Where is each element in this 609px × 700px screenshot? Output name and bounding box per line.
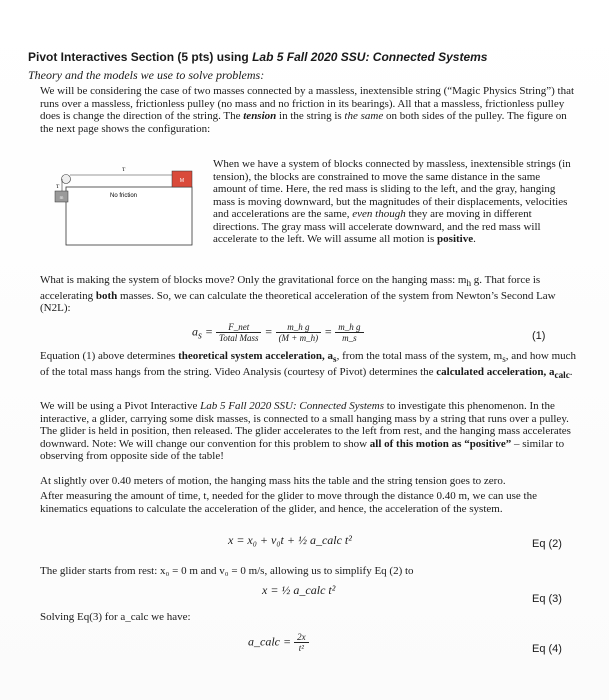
- intro-tension: tension: [243, 110, 277, 122]
- expl-text-d: , from the total mass of the system, m: [336, 350, 503, 362]
- eq4-number: Eq (4): [532, 643, 562, 655]
- expl-calculated: calculated acceleration, a: [436, 365, 555, 378]
- eq3-number: Eq (3): [532, 593, 562, 605]
- gravity-text-e: masses. So, we can calculate the theoretical acceleration of the system from Newton’s Second Law (N2L):: [40, 289, 556, 315]
- pivot-lab: Lab 5 Fall 2020 SSU: Connected Systems: [200, 400, 385, 412]
- pivot-text-a: We will be using a Pivot Interactive: [40, 400, 201, 412]
- expl-sub-s: s: [333, 354, 337, 365]
- section-heading: [28, 50, 487, 64]
- paragraph-constraint: [213, 158, 573, 246]
- gravity-text-c: g. That force is accelerating: [40, 274, 541, 302]
- section-title: Pivot Interactives Section (5 pts) using: [28, 50, 253, 64]
- eq1-f3-num: m_h g: [335, 322, 363, 333]
- paragraph-distance: At slightly over 0.40 meters of motion, the hanging mass hits the table and the string tension goes to zero.: [40, 475, 506, 487]
- intro-text-c: in the string is: [276, 110, 345, 122]
- equation-4: [248, 632, 309, 653]
- constraint-positive: positive: [437, 233, 474, 245]
- connected-blocks-diagram: [52, 163, 202, 258]
- eq1-f3-den: m_s: [342, 333, 357, 343]
- eq4-fraction: [294, 632, 309, 653]
- equation-2: x = x₀ + v₀t + ½ a_calc t²: [228, 533, 352, 547]
- intro-text-e: on both sides of the pulley. The figure on the next page shows the configuration:: [40, 110, 567, 135]
- pulley-icon: [62, 175, 71, 184]
- eq1-lhs: a: [192, 324, 198, 339]
- eq1-f1-num: F_net: [216, 322, 261, 333]
- paragraph-pivot: [40, 400, 580, 463]
- expl-sub-calc: calc: [554, 369, 570, 380]
- eq1-f2-den: (M + m_h): [278, 333, 319, 343]
- eq4-lhs: a_calc =: [248, 634, 292, 649]
- constraint-text-c: they are moving in different directions. The gray mass will accelerate downward, and the red mass will accelerate to the left. We will assume all motion is: [213, 208, 541, 245]
- eq1-fraction-3: [335, 322, 363, 343]
- pivot-text-c: to investigate this phenomenon. In the interactive, a glider, carrying some disk masses, is connected to a small hanging mass by a string that runs over a pulley. The glider is held in position, then released. The glider accelerates to the left from rest, and the hanging mass accelerates downward. Note: We will change our convention for this problem to show: [40, 400, 571, 450]
- paragraph-gravity: [40, 274, 580, 315]
- constraint-even-though: even though: [352, 208, 406, 220]
- paragraph-equation-explanation: [40, 350, 580, 381]
- eq2-number: Eq (2): [532, 538, 562, 550]
- no-friction-label: No friction: [110, 193, 138, 199]
- eq1-fraction-2: [276, 322, 322, 343]
- paragraph-kinematics: After measuring the amount of time, t, needed for the glider to move through the distance 0.40 m, we can use the kinematics equations to calculate the acceleration of the glider, and hence, the acceleration of the system.: [40, 490, 537, 515]
- constraint-text-a: When we have a system of blocks connected by massless, inextensible strings (in tension), the blocks are constrained to move the same distance in the same amount of time. Here, the red mass is sliding to the left, and the gray, hanging mass is moving downward, but the magnitudes of their displacements, velocities and accelerations are the same,: [213, 158, 571, 220]
- intro-text-a: We will be considering the case of two masses connected by a massless, inextensible string (“Magic Physics String”) that runs over a massless, frictionless pulley (no mass and no friction in its bearings). All that a massless, frictionless pulley does is change the direction of the string. The: [40, 85, 575, 122]
- gravity-both: both: [95, 289, 118, 302]
- expl-text-f: , and how much of the total mass hangs from the string. Video Analysis (courtesy of Pivot) determines the: [40, 350, 577, 378]
- gravity-text-a: What is making the system of blocks move? Only the gravitational force on the hanging mass: m: [40, 274, 467, 286]
- gravity-sub-h: h: [466, 278, 472, 289]
- eq1-f1-den: Total Mass: [219, 333, 259, 343]
- eq4-den: t²: [298, 643, 304, 653]
- eq1-f2-num: m_h g: [276, 322, 322, 333]
- eq1-number: (1): [532, 330, 546, 342]
- eq4-num: 2x: [294, 632, 309, 643]
- paragraph-solving: Solving Eq(3) for a_calc we have:: [40, 611, 191, 623]
- eq1-lhs-sub: s: [198, 330, 202, 342]
- pivot-positive: all of this motion as “positive”: [369, 437, 512, 450]
- paragraph-starts-from-rest: The glider starts from rest: x₀ = 0 m and v₀ = 0 m/s, allowing us to simplify Eq (2) to: [40, 565, 414, 577]
- tension-label-left: T: [56, 184, 60, 190]
- section-subtitle: Theory and the models we use to solve problems:: [28, 68, 265, 82]
- section-title-lab: Lab 5 Fall 2020 SSU: Connected Systems: [252, 50, 488, 64]
- equation-1: $a_s$ = $\frac{\text{F\_net}}{\text{Total Mass}}$ = $\frac{\text{m\_h g}}{(M + m\_h)}$ = $\frac{\text{m\_h g}}{m\_s}$: [192, 322, 364, 343]
- equation-3: x = ½ a_calc t²: [262, 583, 336, 597]
- paragraph-intro: [40, 85, 580, 135]
- pivot-text-e: – similar to observing from opposite side of the table!: [40, 437, 565, 462]
- eq1-fraction-1: [216, 322, 261, 343]
- intro-same: the same: [344, 110, 384, 122]
- expl-text-a: Equation (1) above determines: [40, 350, 179, 362]
- constraint-text-e: .: [473, 233, 476, 245]
- expl-sub-s2: s: [502, 354, 506, 365]
- red-mass-label: M: [179, 178, 185, 184]
- expl-theoretical: theoretical system acceleration, a: [178, 350, 334, 362]
- hanging-mass-label: m: [59, 195, 64, 200]
- tension-label-top: T: [122, 167, 126, 173]
- expl-text-i: .: [569, 365, 573, 378]
